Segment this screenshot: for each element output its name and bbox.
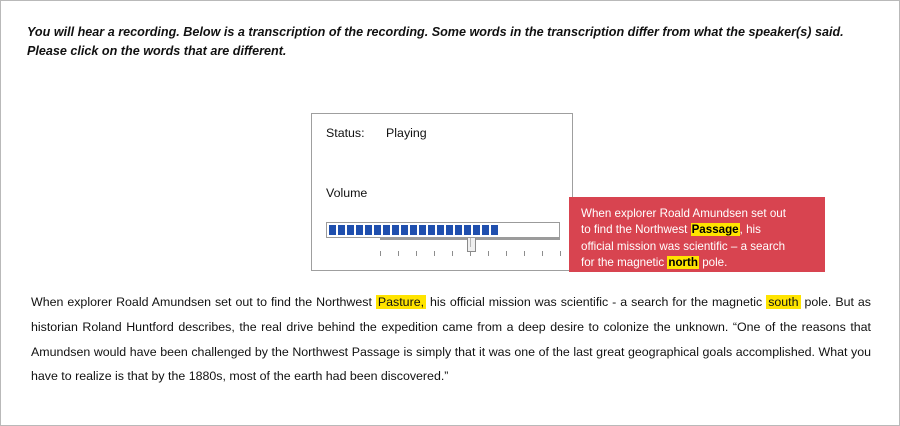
slider-tick: [506, 251, 507, 256]
meter-bar: [446, 225, 453, 235]
slider-tick: [470, 251, 471, 256]
callout-line-2-pre: to find the Northwest: [581, 223, 691, 237]
slider-tick: [452, 251, 453, 256]
meter-bar: [410, 225, 417, 235]
meter-bar: [383, 225, 390, 235]
meter-bar: [491, 225, 498, 235]
transcript-selected-word-pasture[interactable]: Pasture,: [377, 295, 425, 309]
callout-line-4-post: pole.: [698, 256, 728, 270]
slider-tick: [560, 251, 561, 256]
meter-bar: [464, 225, 471, 235]
callout-line-4-pre: for the magnetic: [581, 256, 668, 270]
transcript-part-3: pole. But as historian Roland Huntford describes, the real drive behind the expedition came from a deep desire to colonize the unknown. “One of the reasons that Amundsen would have been challenged by the Northwest Passage is simply that it was one of the last great geographical goals accomplished. What you have to realize is that by the 1880s, most of the earth had been discovered.”: [31, 295, 871, 384]
transcript-selected-word-south[interactable]: south: [768, 295, 799, 309]
transcript-text: [31, 290, 871, 389]
slider-tick: [398, 251, 399, 256]
meter-bar: [329, 225, 336, 235]
meter-bar: [392, 225, 399, 235]
callout-line-2-post: , his: [739, 223, 761, 237]
transcript-part-2: his official mission was scientific - a search for the magnetic: [426, 295, 767, 309]
meter-bars: [329, 225, 498, 235]
callout-highlight-north: north: [668, 256, 698, 270]
status-label: Status:: [326, 126, 365, 140]
meter-bar: [428, 225, 435, 235]
slider-tick: [434, 251, 435, 256]
status-row: [326, 126, 427, 140]
meter-bar: [338, 225, 345, 235]
slider-ticks: [380, 251, 560, 259]
volume-level-meter: [326, 222, 560, 238]
meter-bar: [482, 225, 489, 235]
meter-bar: [401, 225, 408, 235]
meter-bar: [473, 225, 480, 235]
transcript-part-1: When explorer Roald Amundsen set out to find the Northwest: [31, 295, 376, 309]
callout-line-3: official mission was scientific – a search: [581, 239, 786, 253]
meter-bar: [347, 225, 354, 235]
correction-callout: [569, 197, 825, 272]
slider-tick: [542, 251, 543, 256]
meter-bar: [356, 225, 363, 235]
callout-highlight-passage: Passage: [691, 223, 739, 237]
slider-tick: [416, 251, 417, 256]
status-value: Playing: [386, 126, 427, 140]
slider-tick: [524, 251, 525, 256]
meter-bar: [455, 225, 462, 235]
meter-bar: [419, 225, 426, 235]
callout-line-1: When explorer Roald Amundsen set out: [581, 207, 786, 220]
audio-player-panel: [311, 113, 573, 271]
meter-bar: [374, 225, 381, 235]
instructions-text: You will hear a recording. Below is a transcription of the recording. Some words in the transcription differ from what the speaker(s) said. Please click on the words that are different.: [27, 25, 844, 58]
meter-bar: [437, 225, 444, 235]
volume-label: Volume: [326, 186, 368, 200]
meter-bar: [365, 225, 372, 235]
slider-tick: [488, 251, 489, 256]
slider-tick: [380, 251, 381, 256]
